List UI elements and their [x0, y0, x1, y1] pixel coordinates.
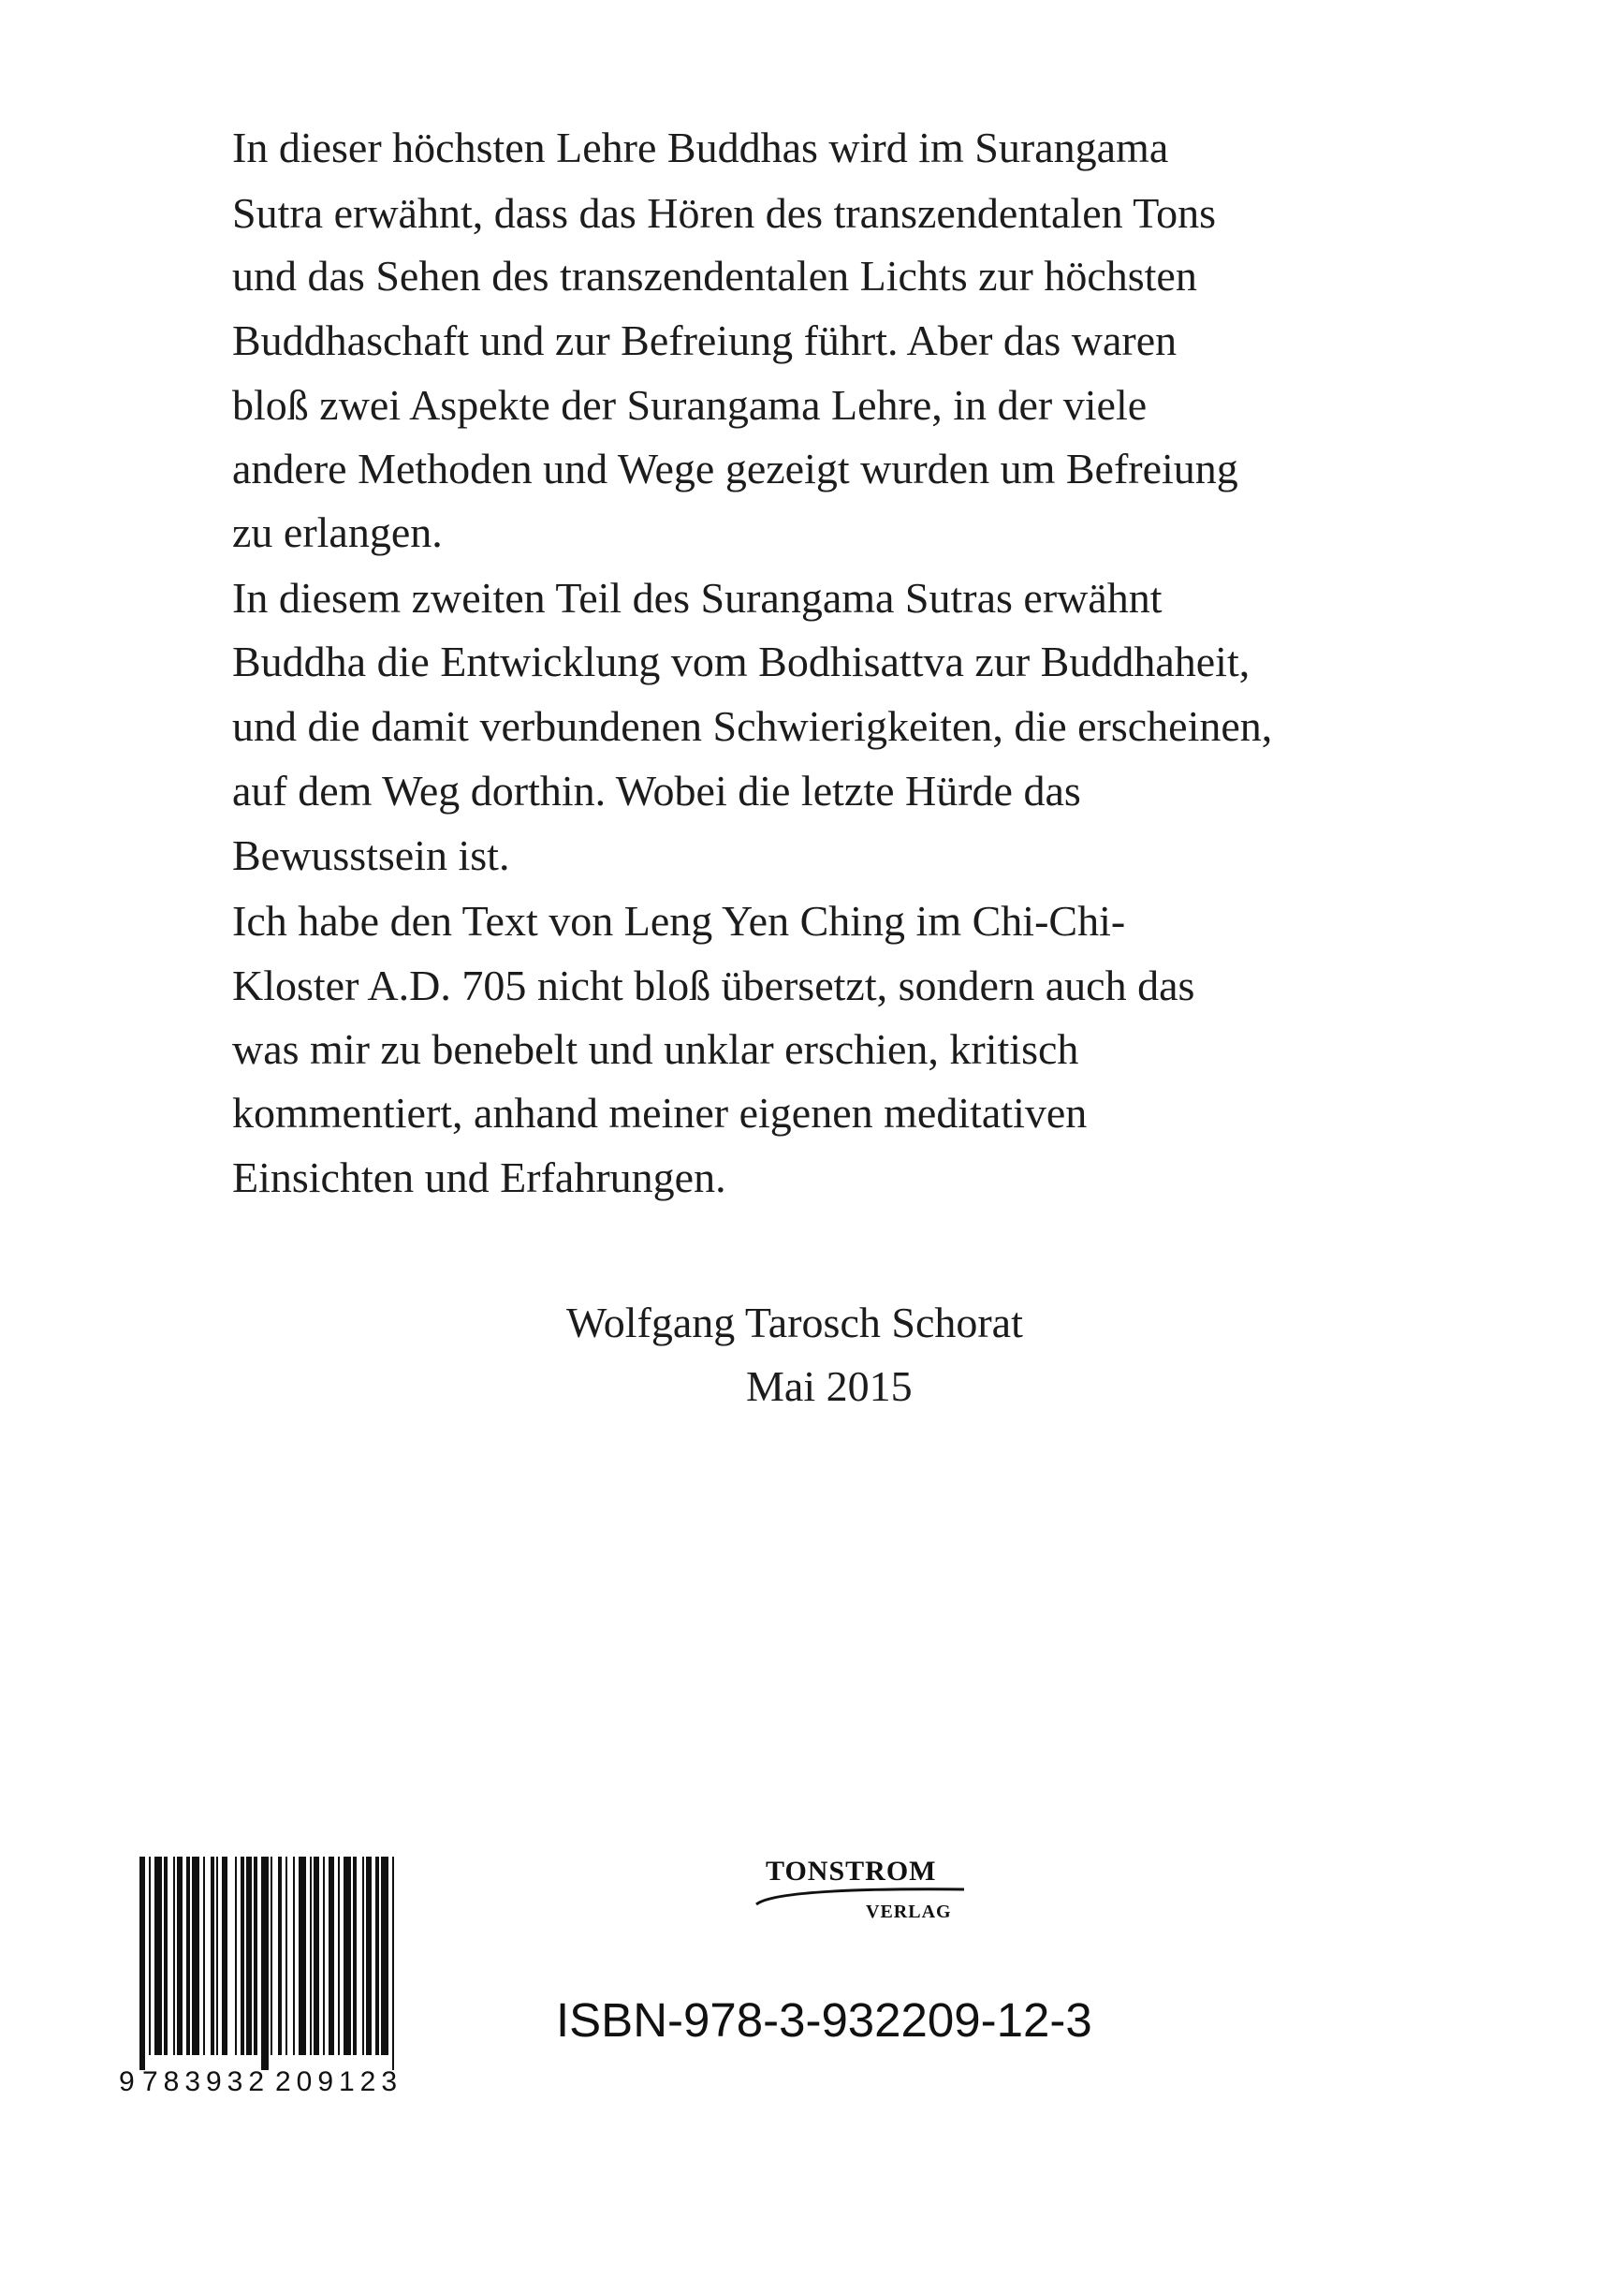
- date-text: Mai 2015: [746, 1362, 913, 1410]
- barcode-bar: [235, 1857, 237, 2055]
- barcode-bar: [353, 1857, 357, 2055]
- isbn-text: ISBN-978-3-932209-12-3: [556, 1993, 1092, 2047]
- barcode-bar: [154, 1857, 162, 2055]
- barcode-bar: [299, 1857, 306, 2055]
- barcode-bar: [203, 1857, 205, 2055]
- barcode-bar: [392, 1857, 394, 2070]
- barcode-bar: [192, 1857, 199, 2055]
- text-line-1: In dieser höchsten Lehre Buddhas wird im Surangama: [232, 124, 1169, 171]
- text-line-6: andere Methoden und Wege gezeigt wurden um Befreiung: [232, 445, 1238, 492]
- text-line-16: kommentiert, anhand meiner eigenen meditativen: [232, 1089, 1088, 1137]
- barcode-bar: [362, 1857, 364, 2055]
- text-line-10: und die damit verbundenen Schwierigkeiten, die erscheinen,: [232, 702, 1273, 750]
- barcode-bar: [222, 1857, 227, 2055]
- barcode-bar: [149, 1857, 151, 2055]
- text-line-5: bloß zwei Aspekte der Surangama Lehre, in der viele: [232, 381, 1148, 429]
- barcode-bar: [375, 1857, 379, 2055]
- barcode-digits-left: 783932: [142, 2066, 264, 2097]
- barcode-bar: [366, 1857, 372, 2055]
- barcode-bar: [261, 1857, 269, 2070]
- text-line-2: Sutra erwähnt, dass das Hören des transzendentalen Tons: [232, 189, 1217, 237]
- barcode-bar: [285, 1857, 287, 2055]
- barcode-bar: [211, 1857, 214, 2055]
- barcode-bar: [254, 1857, 257, 2055]
- barcode-bar: [271, 1857, 272, 2055]
- barcode-bar: [293, 1857, 295, 2055]
- barcode-image: [119, 1857, 409, 2100]
- text-line-3: und das Sehen des transzendentalen Lichts zur höchsten: [232, 252, 1197, 300]
- logo-brand-text: TONSTROM: [766, 1856, 937, 1887]
- text-line-15: was mir zu benebelt und unklar erschien, kritisch: [232, 1025, 1079, 1073]
- barcode-bar: [329, 1857, 334, 2055]
- barcode-bar: [186, 1857, 190, 2055]
- barcode-bar: [344, 1857, 351, 2055]
- barcode-bar: [139, 1857, 145, 2070]
- text-line-11: auf dem Weg dorthin. Wobei die letzte Hürde das: [232, 767, 1081, 815]
- barcode-bar: [246, 1857, 252, 2055]
- barcode-bar: [278, 1857, 282, 2055]
- barcode-bar: [173, 1857, 175, 2055]
- barcode-bar: [177, 1857, 183, 2055]
- barcode-bar: [310, 1857, 312, 2055]
- barcode-digits-right: 209123: [275, 2066, 397, 2097]
- text-line-12: Bewusstsein ist.: [232, 831, 510, 879]
- text-line-17: Einsichten und Erfahrungen.: [232, 1153, 726, 1201]
- text-line-7: zu erlangen.: [232, 508, 443, 556]
- author-name: Wolfgang Tarosch Schorat: [566, 1299, 1023, 1346]
- barcode-bar: [314, 1857, 319, 2055]
- publisher-logo: [749, 1852, 973, 1927]
- text-line-14: Kloster A.D. 705 nicht bloß übersetzt, sondern auch das: [232, 962, 1195, 1009]
- barcode-bar: [164, 1857, 168, 2055]
- text-line-4: Buddhaschaft und zur Befreiung führt. Aber das waren: [232, 316, 1178, 364]
- barcode-bar: [216, 1857, 218, 2055]
- text-line-8: In diesem zweiten Teil des Surangama Sutras erwähnt: [232, 574, 1163, 622]
- barcode-bar: [381, 1857, 388, 2055]
- logo-sub-text: VERLAG: [866, 1902, 952, 1922]
- barcode-bar: [241, 1857, 244, 2055]
- text-line-13: Ich habe den Text von Leng Yen Ching im Chi-Chi-: [232, 897, 1126, 945]
- barcode-bar: [323, 1857, 325, 2055]
- barcode-bar: [338, 1857, 340, 2055]
- text-line-9: Buddha die Entwicklung vom Bodhisattva zur Buddhaheit,: [232, 638, 1251, 685]
- barcode-digit-lead: 9: [119, 2066, 135, 2097]
